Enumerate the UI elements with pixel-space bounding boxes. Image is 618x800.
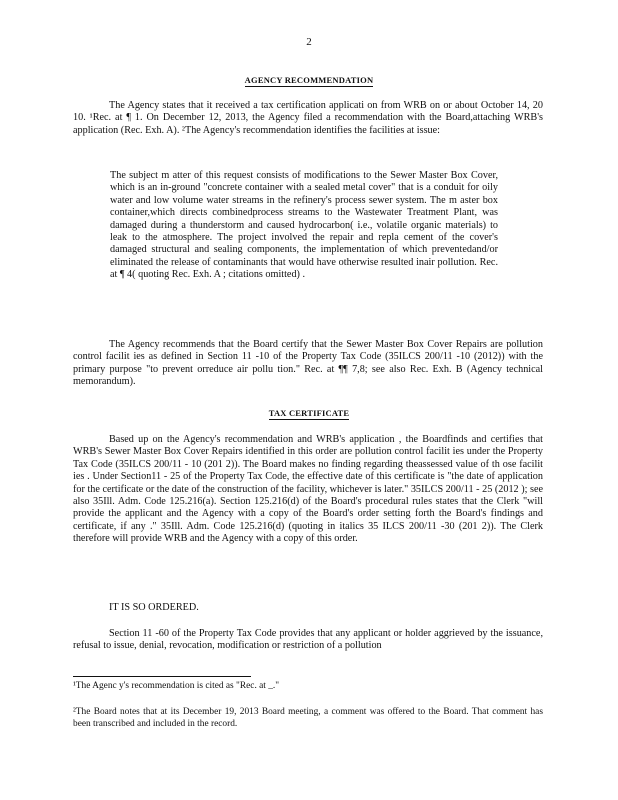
footnote-1: ¹The Agenc y's recommendation is cited as "Rec. at _." xyxy=(73,681,280,691)
block-quote: The subject m atter of this request consists of modifications to the Sewer Master Box Cover, which is an in-ground "concrete container with a sealed metal cover" that is a conduit for oily water and low volume water streams in the refinery's process sewer system. The m aster box container,which directs combinedprocess streams to the Wastewater Treatment Plant, was damaged during a thunderstorm and caused hydrocarbon( i.e., volatile organic materials) to leak to the atmosphere. The project involved the repair and repla cement of the cover's damaged structural and sealing components, the implementation of which preventedand/or eliminated the release of contaminants that would have otherwise resulted inair pollution. Rec. at ¶ 4( quoting Rec. Exh. A ; citations omitted) . xyxy=(110,170,498,281)
footnote-2: ²The Board notes that at its December 19, 2013 Board meeting, a comment was offered to the Board. That comment has been transcribed and included in the record. xyxy=(73,707,543,729)
tax-certificate-heading xyxy=(0,408,618,418)
footnote-divider xyxy=(73,676,251,677)
certificate-paragraph: Based up on the Agency's recommendation and WRB's application , the Boardfinds and certifies that WRB's Sewer Master Box Cover Repairs identified in this order are pollution control facilit ies under the Property Tax Code (35ILCS 200/11 - 10 (201 2)). The Board makes no finding regarding theassessed value of th ose facilit ies . Under Section11 - 25 of the Property Tax Code, the effective date of this certificate is "the date of application for the certificate or the date of the construction of the facility, whichever is later." 35ILCS 200/11 - 25 (2012 ); see also 35Ill. Adm. Code 125.216(a). Section 125.216(d) of the Board's procedural rules states that the Clerk "will provide the applicant and the Agency with a copy of the Board's order setting forth the Board's findings and certificate, if any ." 35Ill. Adm. Code 125.216(d) (quoting in italics 35 ILCS 200/11 -30 (201 2)). The Clerk therefore will provide WRB and the Agency with a copy of this order. xyxy=(73,434,543,545)
agency-recommendation-heading xyxy=(0,75,618,85)
so-ordered: IT IS SO ORDERED. xyxy=(109,602,199,613)
heading-text: TAX CERTIFICATE xyxy=(268,408,350,418)
heading-text: AGENCY RECOMMENDATION xyxy=(244,75,374,85)
agency-paragraph-1: The Agency states that it received a tax certification applicati on from WRB on or about October 14, 20 10. ¹Rec. at ¶ 1. On December 12, 2013, the Agency filed a recommendation with the Board,attaching WRB's application (Rec. Exh. A). ²The Agency's recommendation identifies the facilities at issue: xyxy=(73,100,543,136)
agency-paragraph-2: The Agency recommends that the Board certify that the Sewer Master Box Cover Repairs are pollution control facilit ies as defined in Section 11 -10 of the Property Tax Code (35ILCS 200/11 -10 (2012)) with the primary purpose "to prevent orreduce air pollu tion." Rec. at ¶¶ 7,8; see also Rec. Exh. B (Agency technical memorandum). xyxy=(73,339,543,388)
section-11-60-paragraph: Section 11 -60 of the Property Tax Code provides that any applicant or holder aggrieved by the issuance, refusal to issue, denial, revocation, modification or restriction of a pollution xyxy=(73,628,543,652)
page-number: 2 xyxy=(306,36,312,48)
